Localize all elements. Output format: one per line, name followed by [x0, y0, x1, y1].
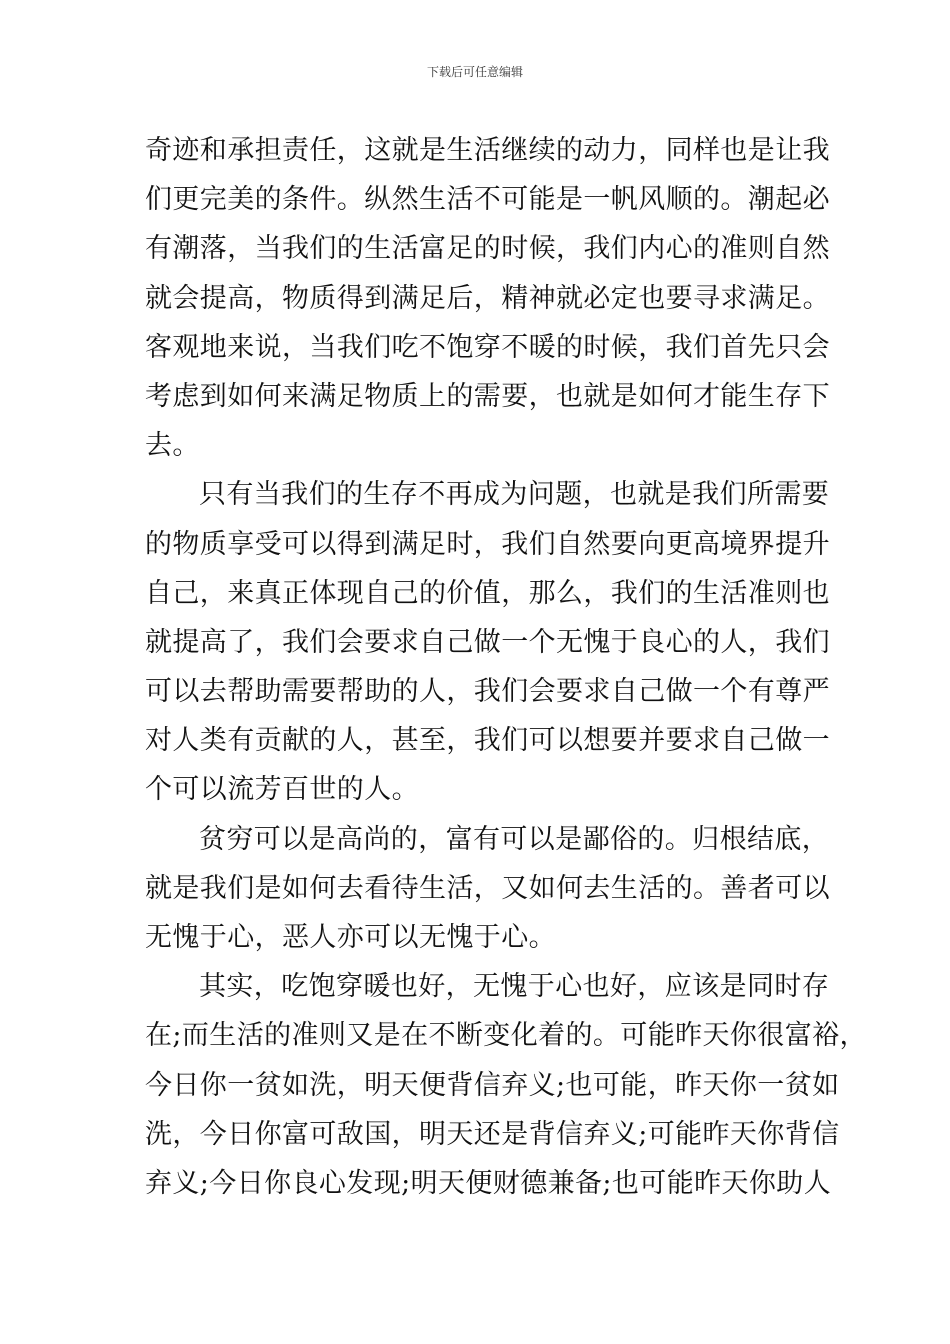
paragraph-3: [145, 815, 830, 963]
text-line: 其实，吃饱穿暖也好，无愧于心也好，应该是同时存: [199, 971, 830, 1003]
text-line: 对人类有贡献的人，甚至，我们可以想要并要求自己做一: [145, 725, 830, 757]
text-line: 就会提高，物质得到满足后，精神就必定也要寻求满足。: [145, 282, 830, 314]
text-line: 去。: [145, 430, 200, 462]
text-line: 的物质享受可以得到满足时，我们自然要向更高境界提升: [145, 528, 830, 560]
text-line: 今日你一贫如洗，明天便背信弃义;也可能，昨天你一贫如: [145, 1069, 840, 1101]
document-body: [145, 126, 867, 1208]
text-line: 就提高了，我们会要求自己做一个无愧于良心的人，我们: [145, 626, 830, 658]
text-line: 贫穷可以是高尚的，富有可以是鄙俗的。归根结底，: [199, 823, 830, 855]
text-line: 们更完美的条件。纵然生活不可能是一帆风顺的。潮起必: [145, 184, 830, 216]
text-line: 有潮落，当我们的生活富足的时候，我们内心的准则自然: [145, 233, 830, 265]
paragraph-1: [145, 126, 830, 470]
text-line: 考虑到如何来满足物质上的需要，也就是如何才能生存下: [145, 380, 830, 412]
text-line: 客观地来说，当我们吃不饱穿不暖的时候，我们首先只会: [145, 331, 830, 363]
text-line: 无愧于心，恶人亦可以无愧于心。: [145, 922, 556, 953]
text-line: 弃义;今日你良心发现;明天便财德兼备;也可能昨天你助人: [145, 1167, 832, 1199]
paragraph-4: [145, 962, 867, 1208]
text-line: 只有当我们的生存不再成为问题，也就是我们所需要: [199, 479, 830, 511]
text-line: 奇迹和承担责任，这就是生活继续的动力，同样也是让我: [145, 135, 830, 166]
text-line: 洗，今日你富可敌国，明天还是背信弃义;可能昨天你背信: [145, 1118, 840, 1150]
text-line: 自己，来真正体现自己的价值，那么，我们的生活准则也: [145, 577, 830, 609]
paragraph-2: [145, 470, 830, 814]
text-line: 可以去帮助需要帮助的人，我们会要求自己做一个有尊严: [145, 676, 830, 708]
page-header: 下载后可任意编辑: [426, 65, 523, 79]
text-line: 个可以流芳百世的人。: [145, 774, 419, 806]
text-line: 在;而生活的准则又是在不断变化着的。可能昨天你很富裕，: [145, 1020, 867, 1052]
text-line: 就是我们是如何去看待生活，又如何去生活的。善者可以: [145, 872, 830, 904]
